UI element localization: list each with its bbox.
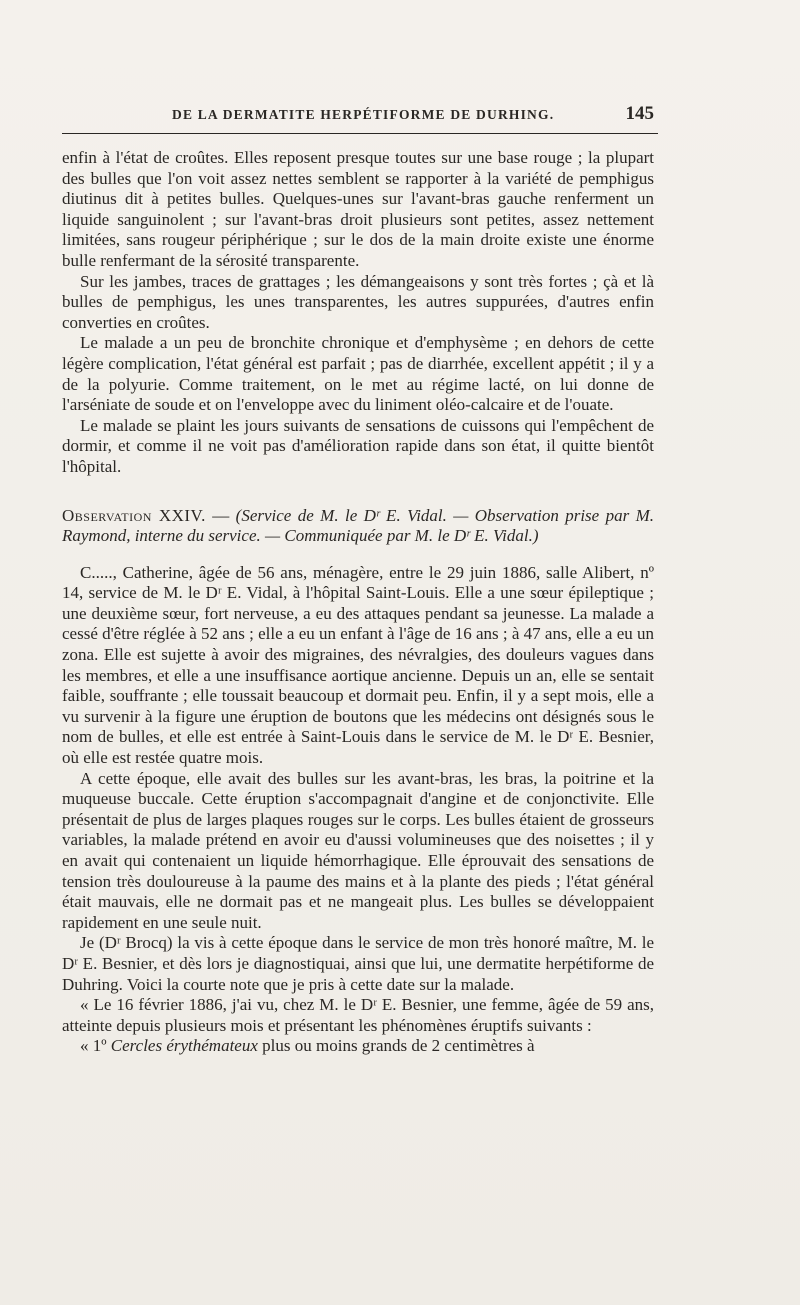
observation-source: (Service de M. le Dʳ E. Vidal. — Observation prise par M. Raymond, interne du service. — Communiquée par M. le Dʳ E. Vidal.) xyxy=(62,505,655,546)
page-number: 145 xyxy=(625,103,654,124)
observation-label: Observation XXIV. xyxy=(62,505,206,525)
observation-dash: — xyxy=(205,505,236,525)
paragraph: « Le 16 février 1886, j'ai vu, chez M. le Dʳ E. Besnier, une femme, âgée de 59 ans, atteinte depuis plusieurs mois et présentant les phénomènes éruptifs suivants : xyxy=(62,995,654,1035)
section-gap xyxy=(62,547,654,563)
section-gap xyxy=(62,478,654,506)
last-line-suffix: plus ou moins grands de 2 centimètres à xyxy=(257,1036,535,1056)
paragraph: C....., Catherine, âgée de 56 ans, ménagère, entre le 29 juin 1886, salle Alibert, nº 14, service de M. le Dʳ E. Vidal, à l'hôpital Saint-Louis. Elle a une sœur épileptique ; une deuxième sœur, fort nerveuse, a eu des attaques pendant sa jeunesse. La malade a cessé d'être réglée à 52 ans ; elle a eu un enfant à l'âge de 16 ans ; à 47 ans, elle a eu un zona. Elle est sujette à avoir des migraines, des névralgies, des douleurs vagues dans les membres, et elle a une insuffisance aortique ancienne. Depuis un an, elle se sentait faible, souffrante ; elle toussait beaucoup et dormait peu. Enfin, il y a sept mois, elle a vu survenir à la figure une éruption de boutons que les médecins ont désignés sous le nom de bulles, et elle est entrée à Saint-Louis dans le service de M. le Dʳ E. Besnier, où elle est restée quatre mois. xyxy=(62,562,654,768)
paragraph: Le malade se plaint les jours suivants de sensations de cuissons qui l'empêchent de dormir, et comme il ne voit pas d'amélioration rapide dans son état, il quitte bientôt l'hôpital. xyxy=(62,415,654,476)
paragraph: Je (Dʳ Brocq) la vis à cette époque dans le service de mon très honoré maître, M. le Dʳ E. Besnier, et dès lors je diagnostiquai, ainsi que lui, une dermatite herpétiforme de Duhring. Voici la courte note que je pris à cette date sur la malade. xyxy=(62,933,654,994)
running-title: DE LA DERMATITE HERPÉTIFORME DE DURHING. xyxy=(172,107,555,122)
observation-heading xyxy=(62,506,654,547)
paragraph: enfin à l'état de croûtes. Elles reposent presque toutes sur une base rouge ; la plupart des bulles que l'on voit assez nettes semblent se rapporter à la variété de pemphigus diutinus dit à petites bulles. Quelques-unes sur l'avant-bras gauche renferment un liquide sanguinolent ; sur l'avant-bras droit plusieurs sont petites, assez nettement limitées, sans rougeur périphérique ; sur le dos de la main droite existe une énorme bulle renfermant de la sérosité transparente. xyxy=(62,148,654,270)
last-line-prefix: « 1º xyxy=(80,1036,111,1056)
paragraph-last-line xyxy=(62,1036,654,1057)
last-line-italic: Cercles érythémateux xyxy=(110,1036,258,1056)
paragraph: A cette époque, elle avait des bulles sur les avant-bras, les bras, la poitrine et la muqueuse buccale. Cette éruption s'accompagnait d'angine et de conjonctivite. Elle présentait de plus de larges plaques rouges sur le corps. Les bulles étaient de grosseurs variables, la malade prétend en avoir eu d'aussi volumineuses que des noisettes ; il y en avait qui contenaient un liquide hémorrhagique. Elle éprouvait des sensations de tension très douloureuse à la paume des mains et à la plante des pieds ; l'état général était mauvais, elle ne dormait pas et ne mangeait plus. Les bulles se développaient rapidement en une seule nuit. xyxy=(62,768,654,932)
page-header xyxy=(62,103,658,127)
paragraph: Sur les jambes, traces de grattages ; les démangeaisons y sont très fortes ; çà et là bulles de pemphigus, les unes transparentes, les autres suppurées, d'autres enfin converties en croûtes. xyxy=(62,271,654,332)
page-body xyxy=(62,148,654,1057)
header-rule xyxy=(62,133,658,134)
paragraph: Le malade a un peu de bronchite chronique et d'emphysème ; en dehors de cette légère complication, l'état général est parfait ; pas de diarrhée, excellent appétit ; il y a de la polyurie. Comme traitement, on le met au régime lacté, on lui donne de l'arséniate de soude et on l'enveloppe avec du liniment oléo-calcaire et de l'ouate. xyxy=(62,333,654,415)
